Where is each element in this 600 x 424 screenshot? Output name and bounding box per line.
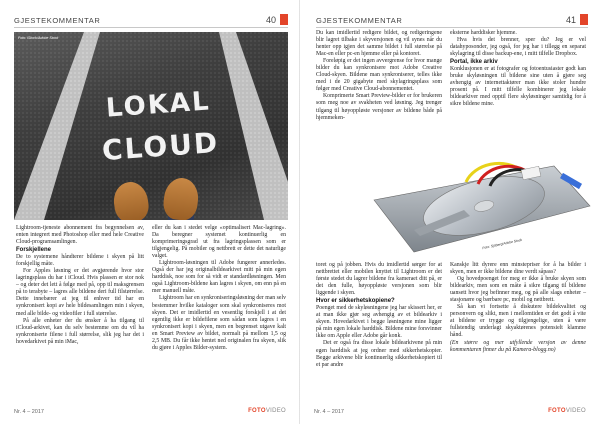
paragraph: På alle enheter der du ønsker å ha tilgang til iCloud-arkivet, kan du selv bestemme om du vil ha synkroniserte filene i full størrelse, slik jeg har det i hovedarkivet på min iMac, (16, 317, 144, 345)
paragraph: Komprimerte Smart Preview-bilder er for brukeren som meg noe av svakheten ved løsning. Jeg trenger tilgang til høyoppløste versjoner av bildene både på hjemmeken- (316, 93, 442, 121)
section-label: GJESTEKOMMENTAR (316, 16, 403, 25)
logo-main: FOTO (248, 408, 266, 414)
page-header (316, 14, 588, 26)
paragraph: Kanskje litt dyrere enn minstepriser for å ha bilder i skyen, men er ikke bildene dine verdt såpass? (450, 262, 586, 276)
article-photo (14, 32, 288, 220)
paragraph: Lightroom har en synkroniseringsløsning der man selv bestemmer hvilke kataloger som skal synkroniseres mot skyen. Det er imidlertid en vesentlig forskjell i at det egentlig ikke er bildefilene som sådan som lagres i en synkronisert kopi i skyen, men en begrenset utgave kalt en Smart Preview av bildet, normalt på mellom 1,5 og 2,5 MB. Du får ikke hentet ned originalen fra skyen, slik du gjøre i Apples Bilder-system. (152, 295, 286, 351)
section-label: GJESTEKOMMENTAR (14, 16, 101, 25)
page-number: 41 (565, 15, 576, 25)
issue-number: Nr. 4 – 2017 (14, 409, 44, 415)
issue-number: Nr. 4 – 2017 (314, 409, 344, 415)
logo-main: FOTO (548, 408, 566, 414)
subheading: Hvor er sikkerhetskopiene? (316, 298, 395, 305)
paragraph: toret og på jobben. Hvis du imidlertid sørger for at nettbrettet eller mobilen knyttet til Lightroom er det første stedet du lagrer bildene fra kameraet ditt på, er det den fulle, høyoppløste versjonen som blir liggende i skyen. (316, 262, 442, 297)
header-rule (14, 27, 288, 28)
magazine-logo (248, 408, 286, 414)
page-number: 40 (265, 15, 276, 25)
text-column (316, 30, 442, 122)
logo-sub: VIDEO (265, 408, 286, 414)
paragraph: eller du kan i stedet velge «optimalisert Mac-lagring». Da beregner systemet kontinuerlig en komprimeringsgrad ut fra lagringsplassen som er tilgjengelig. På mobiler og nettbrett er dette det naturlige valget. (152, 225, 286, 260)
paragraph: Konklusjonen er at fotografer og fotoentusiaster godt kan bruke skyløsningen til bildene sine uten å gjøre seg avhengig av internettaktører man ikke stoler hundre prosent på. I mitt tilfelle kombinerer jeg lokale bildearkiver med opptil flere skyløsninger samtidig for å sikre bildene mine. (450, 66, 586, 108)
header-rule (316, 27, 588, 28)
hard-drive-photo (354, 160, 594, 256)
text-column (152, 225, 286, 352)
text-column (316, 262, 442, 369)
subheading: Forskjellene (16, 247, 52, 254)
accent-marker (580, 14, 588, 25)
paragraph: Lightroom-løsningen til Adobe fungerer annerledes. Også der har jeg originalbildearkivet mitt på min egen harddisk, noe som for så vidt er standardløsningen. Men også Lightroom-bildene kan lagres i skyen, om enn på en mer manuell måte. (152, 260, 286, 295)
paragraph: Hva hvis det brenner, sper du? Jeg er vel datahyposonder, jeg også, for jeg har i tillegg en separat skylagring til disse backup-ene, i mitt tilfelle Dropbox. (450, 37, 586, 58)
paragraph: De to systemene håndterer bildene i skyen på litt forskjellig måte. (16, 254, 144, 268)
page-footer (314, 408, 586, 418)
subheading: Portal, ikke arkiv (450, 59, 498, 66)
paragraph: eksterne harddisker hjemme. (450, 30, 517, 36)
text-column (450, 30, 586, 108)
photo-credit: Foto: Sjöberg/Adobe Stock (482, 237, 523, 251)
photo-credit: Foto: iStock/Adobe Stock (18, 36, 59, 40)
accent-marker (280, 14, 288, 25)
page-header (14, 14, 288, 26)
hard-drive-icon (354, 160, 594, 256)
paragraph: (En større og mer utfyllende versjon av denne kommentaren finner du på Kamera-blogg.no) (450, 339, 586, 353)
paragraph: Og hovedpoenget for meg er ikke å bruke skyen som bildearkiv, men som en måte å sikre tilgang til bildene uansett hvor jeg befinner meg, og på alle slags enheter – stasjonære og bærbare pc, mobil og nettbrett. (450, 276, 586, 304)
paragraph: Poenget med de skyløsningene jeg har skissert her, er at man ikke gjør seg avhengig av et bildearkiv i skyen. Hovedarkivet i begge løsningene mine ligger på min egen lokale harddisk. Bildene mine forsvinner ikke om Apple eller Adobe går konk. (316, 305, 442, 340)
paragraph: Det er også fra disse lokale bildearkivene på min egen harddisk at jeg ordner med sikkerhetskopier. Begge arkivene blir kontinuerlig sikkerhetskopiert til et par andre (316, 340, 442, 368)
magazine-logo (548, 408, 586, 414)
logo-sub: VIDEO (565, 408, 586, 414)
paragraph: Lightroom-tjeneste abonnement fra begynnelsen av, enten integrert med Photoshop eller med hele Creative Cloud-programsamlingen. (16, 225, 144, 246)
paragraph: Foreløpig er det ingen avvergrense for hvor mange bilder du kan synkronisere mot Adobe Creative Cloud-skyen. Bildene man synkroniserer, telles ikke med i de 20 gigabyte med skylagringsplass som følger med Creative Cloud-abonnementet. (316, 58, 442, 93)
road-texture (14, 32, 288, 220)
paragraph: For Apples løsning er det avgjørende hvor stor lagringsplass du har i iCloud. Hvis plassen er stor nok – og deter det lett å følge med på, opp til maksgrensen på to terabyte – lagres alle bildene deri full filstørrelse. Dette innebærer at jeg til enhver tid har en synkronisert kopi av hele bildesamlingen min i skyen, med alle bilde- og videofiler i full størrelse. (16, 268, 144, 317)
paragraph: Du kan imidlertid redigere bildet, og redigeringene blir lagret tilbake i skyversjonen og vil synes når du henter opp igjen det samme bildet i full størrelse på Mac-en eller pc-en hjemme eller på kontoret. (316, 30, 442, 58)
photo-word-lokal: LOKAL (105, 86, 212, 124)
text-column (16, 225, 144, 346)
paragraph: Så kan vi fortsette å diskutere bildekvalitet og personvern og slikt, men i mellomtiden er det godt å vite at bildene er trygge og tilgjengelige, uten å være fullstendig underlagt skyaktørenes potensielt klamme hånd. (450, 304, 586, 339)
right-page (300, 0, 600, 424)
text-column (450, 262, 586, 354)
page-footer (14, 408, 286, 418)
photo-word-cloud: CLOUD (100, 125, 221, 168)
